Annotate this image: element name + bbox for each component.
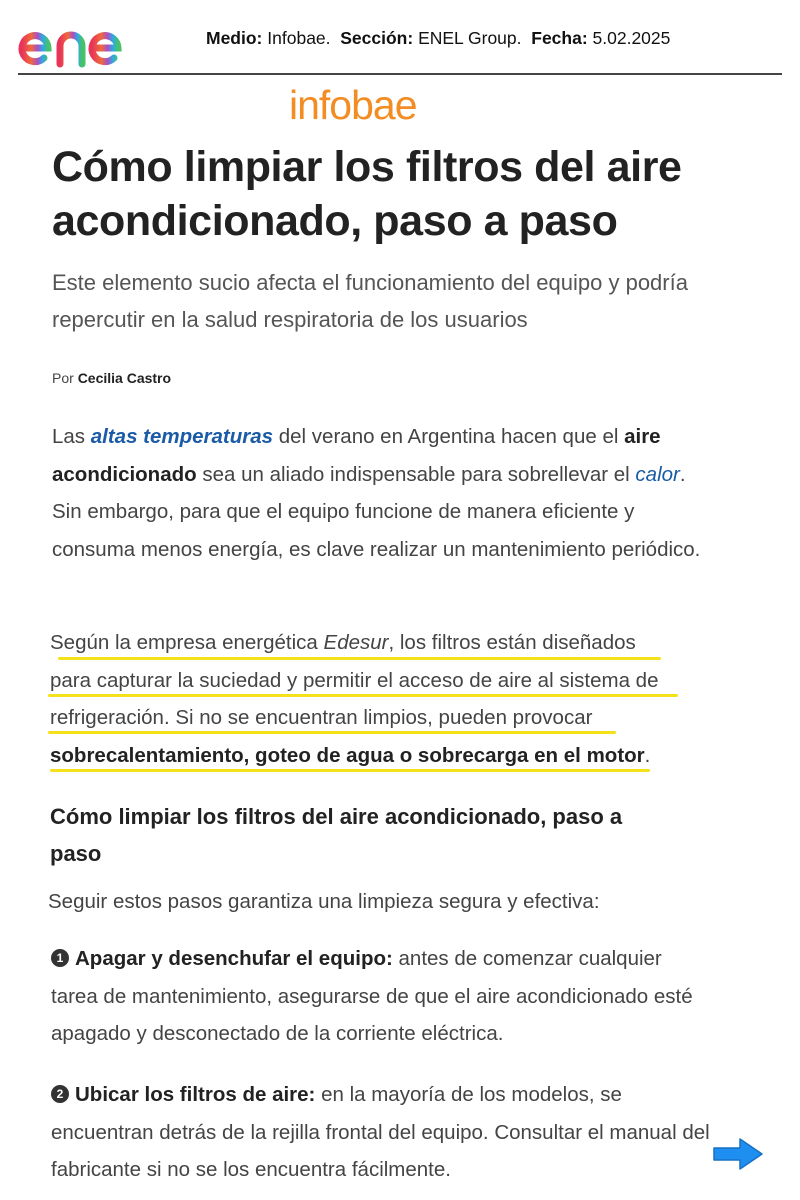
byline-prefix: Por <box>52 370 74 386</box>
p2-line3: refrigeración. Si no se encuentran limpios, pueden provocar <box>50 706 593 729</box>
p1-text-2: del verano en Argentina hacen que el <box>273 425 625 448</box>
step-2-title: Ubicar los filtros de aire: <box>75 1083 316 1106</box>
step-2 <box>51 1076 711 1189</box>
infobae-logo: infobae <box>289 82 417 128</box>
p2-line4-end: . <box>644 743 651 767</box>
section-heading: Cómo limpiar los filtros del aire acondicionado, paso a paso <box>50 804 623 866</box>
step-1-title: Apagar y desenchufar el equipo: <box>75 947 393 970</box>
paragraph-1 <box>52 418 712 568</box>
arrow-right-icon[interactable] <box>712 1136 764 1172</box>
highlight-line-1 <box>58 657 661 660</box>
link-calor[interactable]: calor <box>635 462 680 486</box>
enel-logo <box>18 10 170 68</box>
step-1 <box>51 940 711 1053</box>
p2-line1c: , los filtros están diseñados <box>388 631 636 654</box>
steps-intro: Seguir estos pasos garantiza una limpieza segura y efectiva: <box>48 890 600 913</box>
clipping-header <box>0 0 800 76</box>
p2-edesur: Edesur <box>323 631 389 654</box>
byline <box>52 370 171 386</box>
link-altas-temperaturas[interactable]: altas temperaturas <box>90 425 274 448</box>
p1-text-3: sea un aliado indispensable para sobrellevar el <box>196 462 636 486</box>
article-title: Cómo limpiar los filtros del aire acondicionado, paso a paso <box>52 143 682 245</box>
fecha-value: 5.02.2025 <box>592 28 671 48</box>
seccion-label: Sección: <box>340 28 414 48</box>
clipping-meta <box>206 28 670 49</box>
author-link[interactable]: Cecilia Castro <box>77 370 172 386</box>
medio-value: Infobae. <box>267 28 331 48</box>
highlight-line-3 <box>48 731 616 734</box>
highlight-line-2 <box>48 694 678 697</box>
highlight-line-4 <box>50 769 650 772</box>
p1-bold-aire: aire acondicionado <box>52 425 661 486</box>
step-number-2: 2 <box>51 1085 69 1103</box>
step-1-text: antes de comenzar cualquier tarea de mantenimiento, asegurarse de que el aire acondicionado esté apagado y desconectado de la corriente eléctrica. <box>51 947 693 1045</box>
p1-text-4: . Sin embargo, para que el equipo funcione de manera eficiente y consuma menos energía, es clave realizar un mantenimiento periódico. <box>52 462 701 561</box>
p2-line1a: Según la empresa energética <box>50 631 324 654</box>
p2-line2: para capturar la suciedad y permitir el acceso de aire al sistema de <box>50 668 659 692</box>
header-divider <box>18 73 782 75</box>
medio-label: Medio: <box>206 28 263 48</box>
seccion-value: ENEL Group. <box>418 28 522 48</box>
p2-line4-bold: sobrecalentamiento, goteo de agua o sobrecarga en el motor <box>50 743 645 767</box>
step-2-text: en la mayoría de los modelos, se encuentran detrás de la rejilla frontal del equipo. Consultar el manual del fabricante si no se los encuentra fácilmente. <box>51 1083 710 1181</box>
paragraph-2 <box>50 624 730 774</box>
article-subtitle: Este elemento sucio afecta el funcionamiento del equipo y podría repercutir en la salud respiratoria de los usuarios <box>52 270 688 332</box>
fecha-label: Fecha: <box>531 28 588 48</box>
p1-text-1: Las <box>52 425 91 448</box>
step-number-1: 1 <box>51 949 69 967</box>
